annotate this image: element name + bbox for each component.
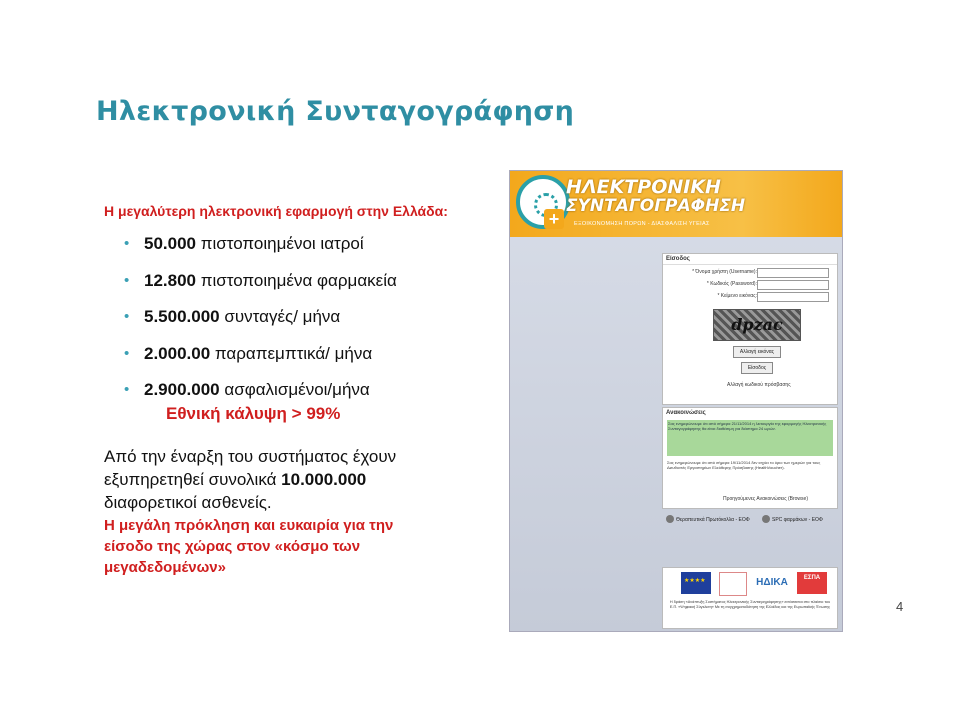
banner-subtitle: ΕΞΟΙΚΟΝΟΜΗΣΗ ΠΟΡΩΝ - ΔΙΑΣΦΑΛΙΣΗ ΥΓΕΙΑΣ: [574, 221, 710, 227]
banner-line2: ΣΥΝΤΑΓΟΓΡΑΦΗΣΗ: [566, 196, 746, 216]
list-item: [124, 304, 397, 341]
stat-number: 2.000.00: [144, 343, 211, 363]
stats-list: [124, 231, 397, 414]
stat-label: παραπεμπτικά/ μήνα: [214, 343, 373, 363]
change-image-button[interactable]: Αλλαγή εικόνας: [733, 346, 781, 358]
captcha-label: * Κείμενο εικόνας:: [717, 293, 757, 299]
captcha-input[interactable]: [757, 292, 829, 302]
bullet-icon: •: [124, 381, 130, 398]
bullet-icon: •: [124, 235, 130, 252]
captcha-row: [667, 292, 833, 301]
eu-flag-icon: [681, 572, 711, 594]
patients-paragraph: [104, 445, 444, 514]
username-label: * Όνομα χρήστη (Username):: [692, 269, 757, 275]
paragraph-after: διαφορετικοί ασθενείς.: [104, 493, 272, 512]
spc-link[interactable]: SPC φαρμάκων - ΕΟΦ: [772, 517, 823, 523]
plus-icon: +: [544, 209, 564, 229]
list-item: [124, 341, 397, 378]
login-title: Είσοδος: [663, 254, 837, 265]
challenge-text: Η μεγάλη πρόκληση και ευκαιρία για την είσοδο της χώρας στον «κόσμο των μεγαδεδομένων»: [104, 517, 394, 576]
paragraph-before: Από την έναρξη του συστήματος έχουν εξυπηρετηθεί συνολικά: [104, 447, 397, 489]
password-label: * Κωδικός (Password):: [706, 281, 757, 287]
bullet-icon: •: [124, 308, 130, 325]
external-links: [662, 511, 836, 533]
login-button[interactable]: Είσοδος: [741, 362, 773, 374]
announcement-highlight: Σας ενημερώνουμε ότι από σήμερα 21/11/2014 η λειτουργία της εφαρμογής Ηλεκτρονικής Συνταγογράφησης θα είναι διαθέσιμη για διάστημα 24 ωρών.: [667, 420, 833, 456]
sponsors-footer: [662, 567, 838, 629]
stat-label: ασφαλισμένοι/μήνα: [224, 380, 370, 399]
site-banner: [510, 171, 842, 237]
announcements-panel: [662, 407, 838, 509]
stat-number: 50.000: [144, 234, 196, 253]
protocols-link[interactable]: Θεραπευτικά Πρωτόκολλα - ΕΟΦ: [676, 517, 750, 523]
captcha-image: dpzac: [713, 309, 801, 341]
stat-number: 2.900.000: [144, 380, 220, 399]
eprescription-screenshot: [509, 170, 843, 632]
stat-label: πιστοποιημένοι ιατροί: [200, 234, 364, 253]
password-input[interactable]: [757, 280, 829, 290]
announcements-title: Ανακοινώσεις: [666, 410, 706, 416]
banner-line1: ΗΛΕΚΤΡΟΝΙΚΗ: [566, 176, 721, 198]
forgot-password-link[interactable]: Αλλαγή κωδικού πρόσβασης: [727, 382, 791, 388]
stat-number: 5.500.000: [144, 307, 220, 326]
coverage-text: Εθνική κάλυψη > 99%: [166, 404, 341, 423]
espa-logo: ΕΣΠΑ: [797, 572, 827, 594]
previous-announcements-link[interactable]: Προηγούμενες Ανακοινώσεις (Browse): [723, 496, 808, 502]
announcement-text: Σας ενημερώνουμε ότι από σήμερα 19/11/2014 δεν ισχύει το όριο των ημερών για τους Διευθυντές Εργαστηρίων Ελεύθερης Πρόσβασης (HealthVoucher).: [667, 460, 821, 470]
login-panel: [662, 253, 838, 405]
footer-text: Η δράση «Ανάπτυξη Συστήματος Ηλεκτρονικής Συνταγογράφησης» εντάσσεται στο πλαίσιο του Ε.Π. «Ψηφιακή Σύγκλιση» Με τη συγχρηματοδότηση της Ελλάδας και της Ευρωπαϊκής Ένωσης: [669, 600, 831, 609]
idika-logo: ΗΔΙΚΑ: [756, 577, 788, 588]
password-row: [667, 280, 833, 289]
digital-convergence-logo-icon: [719, 572, 747, 596]
list-item: [124, 268, 397, 305]
patients-number: 10.000.000: [281, 470, 367, 489]
stat-label: πιστοποιημένα φαρμακεία: [200, 270, 397, 290]
stat-number: 12.800: [144, 270, 196, 290]
bullet-icon: •: [124, 271, 130, 289]
list-item: [124, 231, 397, 268]
stat-label: συνταγές/ μήνα: [224, 307, 341, 326]
username-input[interactable]: [757, 268, 829, 278]
bullet-icon: •: [124, 344, 130, 362]
intro-heading: Η μεγαλύτερη ηλεκτρονική εφαρμογή στην Ελλάδα:: [104, 203, 448, 219]
slide-title: Ηλεκτρονική Συνταγογράφηση: [96, 96, 575, 127]
username-row: [667, 268, 833, 277]
slide-number: 4: [896, 599, 904, 614]
